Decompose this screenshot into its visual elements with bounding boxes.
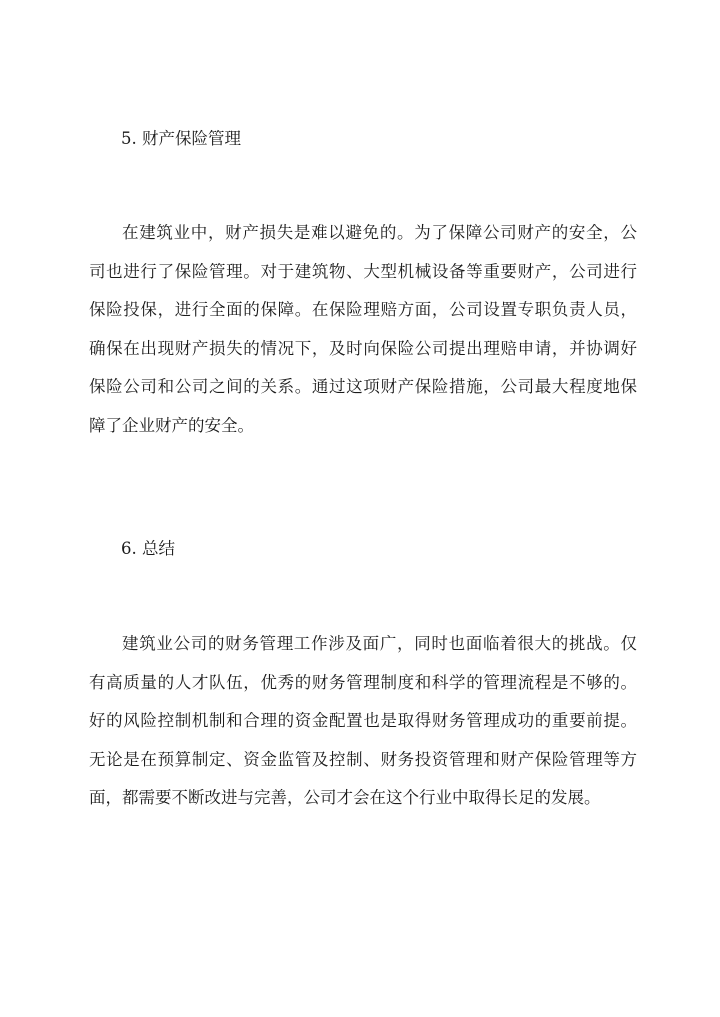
section-heading-summary: 6. 总结	[121, 539, 175, 558]
paragraph-property-insurance	[89, 222, 637, 454]
section-heading-property-insurance: 5. 财产保险管理	[121, 129, 241, 148]
paragraph-line: 无论是在预算制定、资金监管及控制、财务投资管理和财产保险管理等方	[89, 749, 637, 769]
paragraph-line: 好的风险控制机制和合理的资金配置也是取得财务管理成功的重要前提。	[89, 711, 637, 731]
paragraph-line: 障了企业财产的安全。	[89, 415, 254, 435]
paragraph-line: 有高质量的人才队伍，优秀的财务管理制度和科学的管理流程是不够的。	[89, 672, 637, 692]
paragraph-line: 司也进行了保险管理。对于建筑物、大型机械设备等重要财产，公司进行	[89, 261, 637, 281]
paragraph-line: 面，都需要不断改进与完善，公司才会在这个行业中取得长足的发展。	[89, 788, 601, 808]
paragraph-line: 保险投保，进行全面的保障。在保险理赔方面，公司设置专职负责人员，	[89, 300, 637, 320]
paragraph-summary	[89, 633, 637, 826]
paragraph-line: 保险公司和公司之间的关系。通过这项财产保险措施，公司最大程度地保	[89, 377, 637, 397]
paragraph-line: 确保在出现财产损失的情况下，及时向保险公司提出理赔申请，并协调好	[89, 338, 637, 358]
paragraph-line: 建筑业公司的财务管理工作涉及面广，同时也面临着很大的挑战。仅	[122, 634, 637, 653]
paragraph-line: 在建筑业中，财产损失是难以避免的。为了保障公司财产的安全，公	[122, 223, 637, 242]
